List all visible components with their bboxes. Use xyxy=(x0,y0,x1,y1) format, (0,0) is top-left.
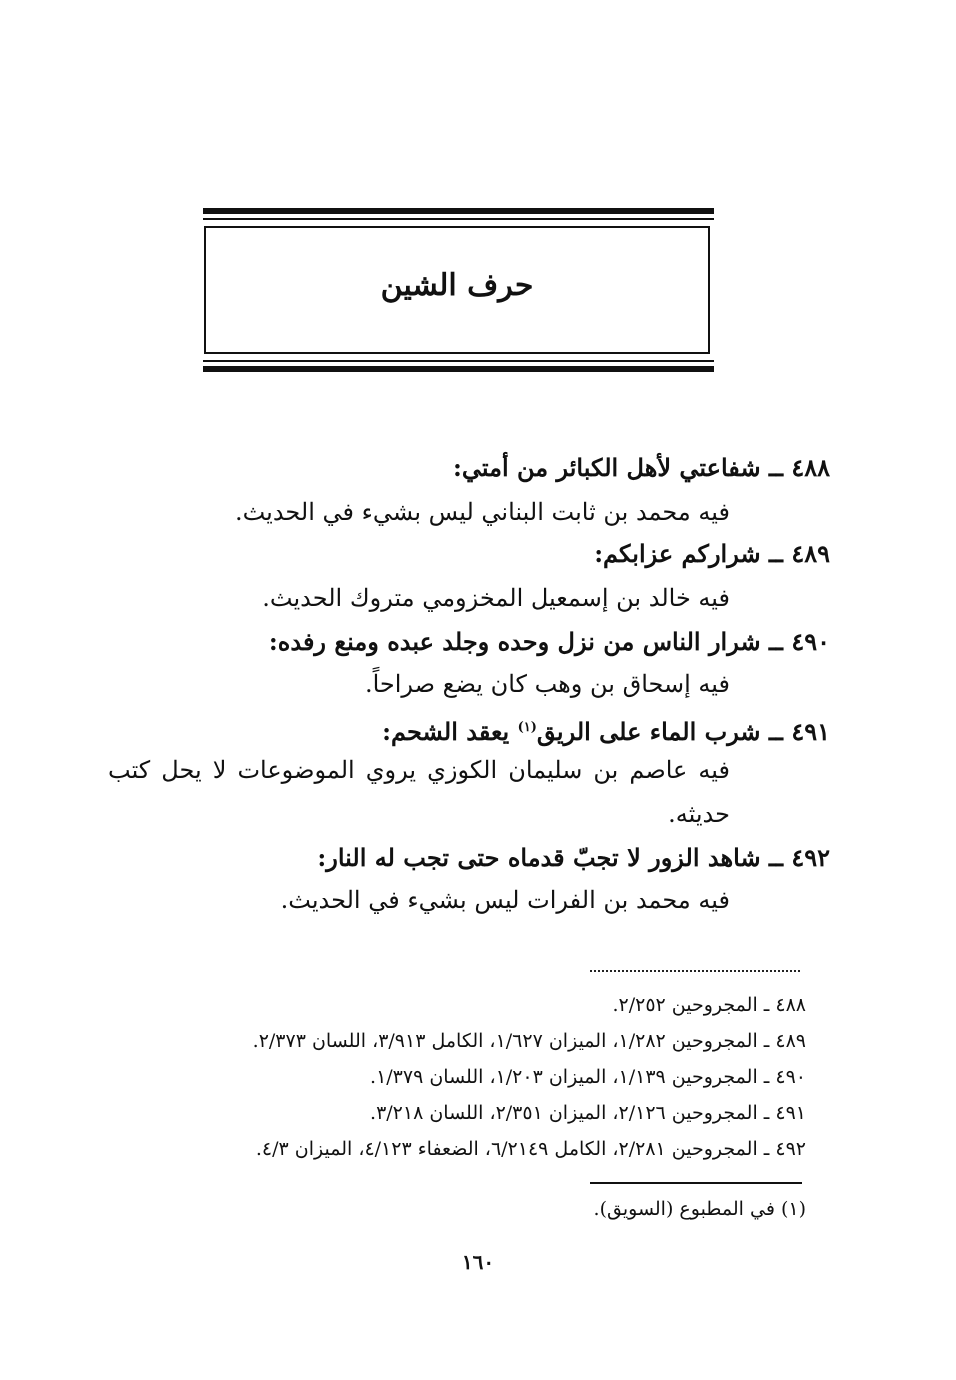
entry-head-text: يعقد الشحم: xyxy=(382,717,518,746)
source-line: ٤٨٩ ـ المجروحين ١/٢٨٢، الميزان ١/٦٢٧، الكامل ٣/٩١٣، اللسان ٢/٣٧٣. xyxy=(252,1030,806,1052)
entry-body: فيه عاصم بن سليمان الكوزي يروي الموضوعات لا يحل كتب xyxy=(108,756,730,784)
source-line: ٤٩٢ ـ المجروحين ٢/٢٨١، الكامل ٦/٢١٤٩، الضعفاء ٤/١٢٣، الميزان ٤/٣. xyxy=(255,1138,806,1160)
source-line: ٤٩١ ـ المجروحين ٢/١٢٦، الميزان ٢/٣٥١، اللسان ٣/٢١٨. xyxy=(370,1102,806,1124)
entry-body: فيه محمد بن الفرات ليس بشيء في الحديث. xyxy=(280,886,730,914)
entry-body-continued: حديثه. xyxy=(668,800,730,828)
footnote-separator xyxy=(590,1182,802,1184)
top-rule-thin xyxy=(203,218,714,220)
entry-body: فيه خالد بن إسمعيل المخزومي متروك الحديث. xyxy=(262,584,730,612)
entry-head xyxy=(382,712,830,748)
title-box xyxy=(204,226,710,354)
chapter-title: حرف الشين xyxy=(380,268,534,303)
entry-body: فيه إسحاق بن وهب كان يضع صراحاً. xyxy=(364,670,730,698)
entry-head: ٤٨٩ ــ شراركم عزابكم: xyxy=(594,539,830,568)
source-line: ٤٩٠ ـ المجروحين ١/١٣٩، الميزان ١/٢٠٣، اللسان ١/٣٧٩. xyxy=(370,1066,806,1088)
footnote: (١) في المطبوع (السويق). xyxy=(593,1198,806,1220)
entry-head: ٤٨٨ ــ شفاعتي لأهل الكبائر من أمتي: xyxy=(453,453,830,482)
entry-head: ٤٩٠ ــ شرار الناس من نزل وحده وجلد عبده ومنع رفده: xyxy=(268,627,830,656)
footnote-marker: (١) xyxy=(517,720,537,735)
top-rule-thick xyxy=(203,208,714,214)
entry-head-text: ٤٩١ ــ شرب الماء على الريق xyxy=(536,717,830,746)
entry-head: ٤٩٢ ــ شاهد الزور لا تجبّ قدماه حتى تجب له النار: xyxy=(317,843,830,872)
page-number: ١٦٠ xyxy=(461,1250,495,1274)
source-line: ٤٨٨ ـ المجروحين ٢/٢٥٢. xyxy=(612,994,806,1016)
footnote-separator-dotted xyxy=(590,970,800,974)
bottom-rule-thin xyxy=(203,360,714,362)
bottom-rule-thick xyxy=(203,366,714,372)
entry-body: فيه محمد بن ثابت البناني ليس بشيء في الحديث. xyxy=(234,498,730,526)
